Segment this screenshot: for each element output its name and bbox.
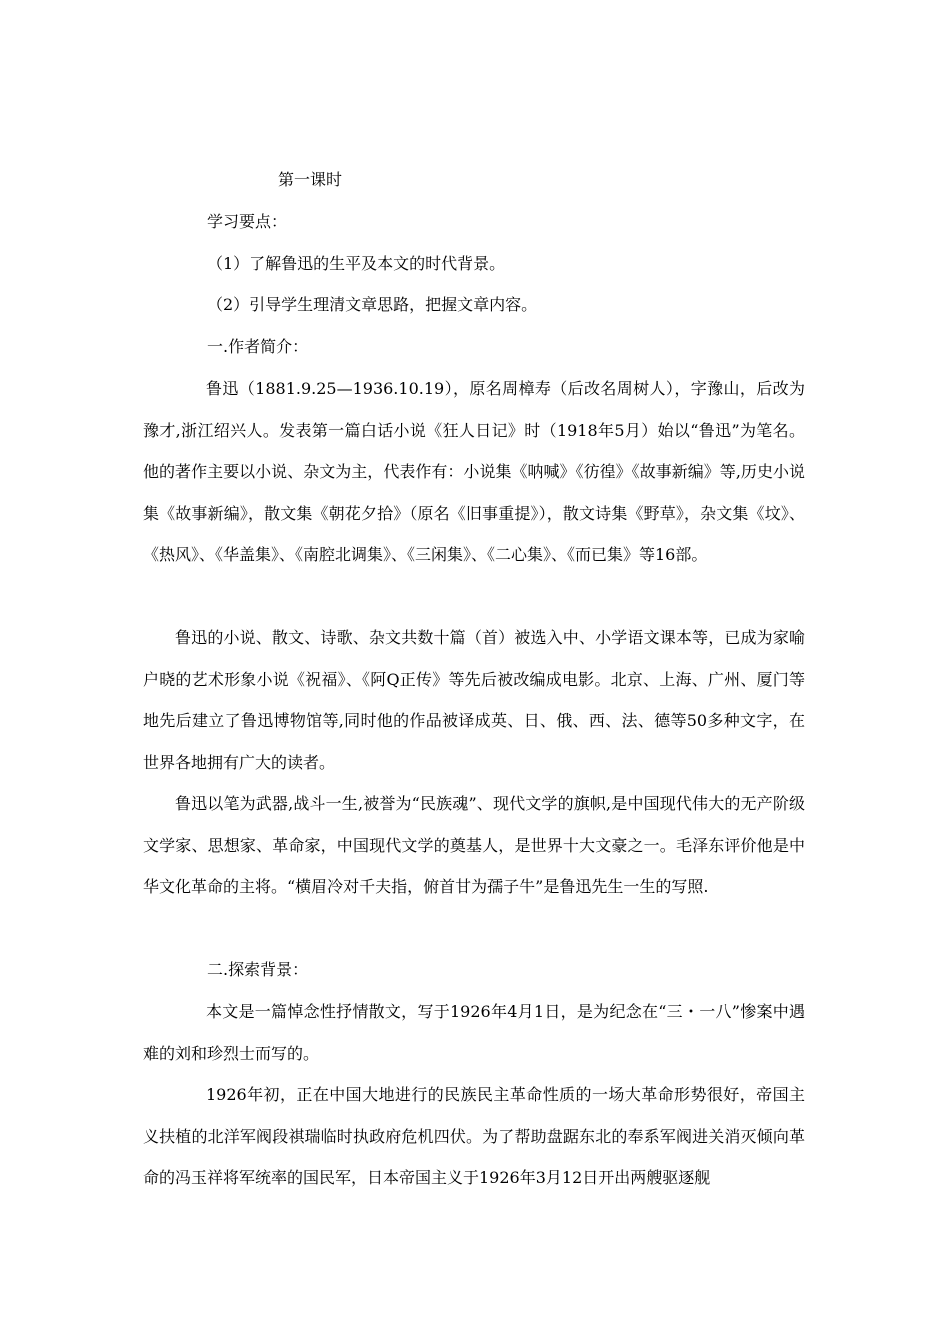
key-point-item: （1）了解鲁迅的生平及本文的时代背景。	[207, 254, 506, 273]
author-paragraph: 鲁迅以笔为武器,战斗一生,被誉为“民族魂”、现代文学的旗帜,是中国现代伟大的无产阶级文学家、思想家、革命家，中国现代文学的奠基人，是世界十大文豪之一。毛泽东评价他是中华文化革命的主将。“横眉冷对千夫指，俯首甘为孺子牛”是鲁迅先生一生的写照.	[143, 794, 805, 896]
author-paragraph: 鲁迅的小说、散文、诗歌、杂文共数十篇（首）被选入中、小学语文课本等，已成为家喻户晓的艺术形象小说《祝福》、《阿Q正传》等先后被改编成电影。北京、上海、广州、厦门等地先后建立了鲁迅博物馆等,同时他的作品被译成英、日、俄、西、法、德等50多种文字，在世界各地拥有广大的读者。	[143, 628, 805, 772]
background-section-heading: 二.探索背景：	[207, 960, 309, 979]
key-points-heading: 学习要点：	[207, 212, 288, 231]
author-paragraph: 鲁迅（1881.9.25—1936.10.19），原名周樟寿（后改名周树人），字豫山，后改为豫才,浙江绍兴人。发表第一篇白话小说《狂人日记》时（1918年5月）始以“鲁迅”为笔名。他的著作主要以小说、杂文为主，代表作有：小说集《呐喊》《彷徨》《故事新编》等,历史小说集《故事新编》，散文集《朝花夕拾》（原名《旧事重提》），散文诗集《野草》，杂文集《坟》、《热风》、《华盖集》、《南腔北调集》、《三闲集》、《二心集》、《而已集》等16部。	[143, 379, 805, 564]
lesson-title: 第一课时	[278, 170, 343, 189]
background-paragraph: 1926年初，正在中国大地进行的民族民主革命性质的一场大革命形势很好，帝国主义扶植的北洋军阀段祺瑞临时执政府危机四伏。为了帮助盘踞东北的奉系军阀进关消灭倾向革命的冯玉祥将军统率的国民军，日本帝国主义于1926年3月12日开出两艘驱逐舰	[143, 1085, 805, 1187]
author-section-heading: 一.作者简介：	[207, 337, 309, 356]
key-point-item: （2）引导学生理清文章思路，把握文章内容。	[207, 295, 538, 314]
background-paragraph: 本文是一篇悼念性抒情散文，写于1926年4月1日，是为纪念在“三・一八”惨案中遇难的刘和珍烈士而写的。	[143, 1002, 805, 1063]
